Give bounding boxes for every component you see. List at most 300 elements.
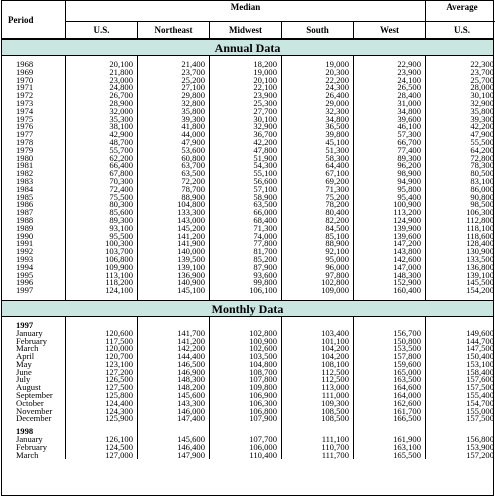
row-value-cell: 72,800	[470, 152, 494, 163]
row-value-cell: 32,000	[66, 108, 138, 116]
row-value-cell: 93,600	[210, 272, 282, 280]
column-header-west: West	[354, 22, 426, 39]
row-value-cell: 146,500	[138, 361, 210, 369]
row-value-cell: 29,000	[282, 100, 354, 108]
row-value-cell: 30,100	[470, 90, 494, 101]
row-value-cell: 156,700	[354, 330, 426, 338]
row-value-cell: 47,900	[470, 129, 494, 140]
row-value-cell: 136,900	[138, 272, 210, 280]
row-value-cell: 102,800	[282, 279, 354, 287]
row-value-cell: 27,100	[138, 84, 210, 92]
row-value-cell: 161,700	[354, 408, 426, 416]
row-period-cell: October	[2, 400, 66, 408]
row-value-cell: 141,200	[138, 233, 210, 241]
row-value-cell: 120,700	[66, 353, 138, 361]
row-value-cell: 97,800	[282, 272, 354, 280]
row-value-cell: 24,800	[66, 84, 138, 92]
row-value-cell: 109,900	[66, 264, 138, 272]
row-value-cell: 72,400	[66, 186, 138, 194]
row-value-cell: 25,300	[210, 100, 282, 108]
row-value-cell: 127,200	[66, 369, 138, 377]
row-value-cell: 150,400	[466, 351, 494, 362]
row-value-cell: 41,800	[138, 123, 210, 131]
row-value-cell: 80,400	[282, 209, 354, 217]
row-value-cell: 108,100	[282, 361, 354, 369]
monthly-data-heading: Monthly Data	[2, 300, 493, 317]
row-value-cell: 106,800	[66, 256, 138, 264]
row-value-cell: 102,600	[210, 345, 282, 353]
row-period-cell: 1995	[2, 272, 66, 280]
row-value-cell: 111,000	[282, 392, 354, 400]
row-period-cell: May	[2, 361, 66, 369]
year-heading: 1997	[2, 322, 66, 330]
row-value-cell: 118,600	[466, 230, 494, 241]
row-period-cell: 1986	[2, 201, 66, 209]
row-value-cell: 123,100	[66, 361, 138, 369]
row-value-cell: 42,200	[210, 139, 282, 147]
row-value-cell: 45,100	[282, 139, 354, 147]
row-value-cell: 148,300	[354, 272, 426, 280]
row-value-cell: 112,500	[282, 369, 354, 377]
row-value-cell: 145,600	[138, 436, 210, 444]
row-value-cell: 95,800	[354, 186, 426, 194]
row-value-cell: 75,500	[66, 194, 138, 202]
row-value-cell: 141,700	[138, 330, 210, 338]
row-value-cell: 34,800	[354, 108, 426, 116]
row-value-cell: 22,300	[470, 59, 494, 69]
row-period-cell: February	[2, 338, 66, 346]
row-value-cell: 165,000	[354, 369, 426, 377]
row-period-cell: 1987	[2, 209, 66, 217]
annual-data-heading: Annual Data	[2, 39, 493, 56]
row-value-cell: 141,200	[138, 338, 210, 346]
monthly-block	[2, 428, 493, 459]
row-value-cell: 80,500	[470, 168, 494, 179]
row-value-cell: 66,700	[354, 139, 426, 147]
row-value-cell: 29,800	[138, 92, 210, 100]
row-value-cell: 152,900	[354, 279, 426, 287]
row-value-cell: 68,400	[210, 217, 282, 225]
row-value-cell: 111,700	[282, 452, 354, 460]
row-value-cell: 90,800	[470, 191, 494, 202]
row-value-cell: 36,500	[282, 123, 354, 131]
row-value-cell: 106,900	[210, 392, 282, 400]
column-header-south: South	[282, 22, 354, 39]
row-value-cell: 140,000	[138, 248, 210, 256]
row-value-cell: 26,400	[282, 92, 354, 100]
row-value-cell: 95,000	[282, 256, 354, 264]
row-value-cell: 100,300	[66, 240, 138, 248]
row-value-cell: 54,300	[210, 162, 282, 170]
row-value-cell: 139,900	[354, 225, 426, 233]
row-value-cell: 44,000	[138, 131, 210, 139]
row-value-cell: 125,900	[66, 415, 138, 423]
row-value-cell: 153,100	[466, 358, 494, 369]
row-value-cell: 28,900	[66, 100, 138, 108]
row-value-cell: 22,200	[282, 77, 354, 85]
row-value-cell: 106,000	[210, 444, 282, 452]
row-value-cell: 147,500	[466, 343, 494, 354]
row-period-cell: 1997	[2, 287, 66, 295]
row-value-cell: 106,800	[210, 408, 282, 416]
row-value-cell: 51,300	[282, 147, 354, 155]
row-value-cell: 25,700	[470, 74, 494, 85]
row-value-cell: 78,200	[282, 201, 354, 209]
row-value-cell: 46,100	[354, 123, 426, 131]
row-value-cell: 63,500	[138, 170, 210, 178]
row-value-cell: 143,300	[138, 400, 210, 408]
row-value-cell: 149,600	[466, 327, 494, 338]
row-period-cell: September	[2, 392, 66, 400]
row-value-cell: 154,700	[466, 397, 494, 408]
row-value-cell: 58,300	[282, 155, 354, 163]
row-value-cell: 88,900	[282, 240, 354, 248]
row-value-cell: 20,300	[282, 69, 354, 77]
row-value-cell: 157,600	[466, 374, 494, 385]
row-value-cell: 150,800	[354, 338, 426, 346]
row-value-cell: 148,200	[138, 384, 210, 392]
row-value-cell: 75,200	[282, 194, 354, 202]
spacer	[2, 295, 493, 300]
row-value-cell: 57,300	[354, 131, 426, 139]
row-period-cell: 1982	[2, 170, 66, 178]
row-value-cell: 38,100	[66, 123, 138, 131]
row-value-cell: 95,500	[66, 233, 138, 241]
row-value-cell: 98,900	[354, 170, 426, 178]
row-value-cell: 108,700	[210, 369, 282, 377]
row-value-cell: 21,800	[66, 69, 138, 77]
row-value-cell: 107,700	[210, 436, 282, 444]
row-value-cell: 117,500	[66, 338, 138, 346]
row-value-cell: 165,500	[354, 452, 426, 460]
row-value-cell: 154,200	[466, 285, 494, 296]
row-value-cell: 159,600	[354, 361, 426, 369]
row-value-cell: 158,400	[466, 366, 494, 377]
row-value-cell: 48,700	[66, 139, 138, 147]
row-value-cell: 78,700	[138, 186, 210, 194]
row-value-cell: 126,100	[66, 436, 138, 444]
row-value-cell: 32,900	[210, 123, 282, 131]
row-value-cell: 94,900	[354, 178, 426, 186]
row-value-cell: 96,000	[282, 264, 354, 272]
row-value-cell: 125,800	[66, 392, 138, 400]
row-period-cell: January	[2, 436, 66, 444]
row-value-cell: 71,300	[282, 186, 354, 194]
column-header-us: U.S.	[66, 22, 138, 39]
row-value-cell: 85,200	[210, 256, 282, 264]
row-value-cell: 85,100	[282, 233, 354, 241]
row-value-cell: 147,000	[354, 264, 426, 272]
row-value-cell: 32,900	[470, 97, 494, 108]
row-value-cell: 157,500	[466, 382, 494, 393]
row-value-cell: 103,700	[66, 248, 138, 256]
row-value-cell: 67,100	[282, 170, 354, 178]
row-value-cell: 124,100	[66, 287, 138, 295]
row-value-cell: 113,000	[282, 384, 354, 392]
row-value-cell: 147,400	[138, 415, 210, 423]
row-value-cell: 55,700	[66, 147, 138, 155]
row-period-cell: July	[2, 376, 66, 384]
row-value-cell: 143,000	[138, 217, 210, 225]
row-value-cell: 100,900	[354, 201, 426, 209]
row-value-cell: 148,300	[138, 376, 210, 384]
row-value-cell: 147,200	[354, 240, 426, 248]
row-period-cell: 1973	[2, 100, 66, 108]
row-value-cell: 145,200	[138, 225, 210, 233]
row-value-cell: 112,800	[466, 214, 494, 225]
row-value-cell: 36,700	[210, 131, 282, 139]
row-value-cell: 147,900	[138, 452, 210, 460]
row-value-cell: 95,400	[354, 194, 426, 202]
row-period-cell: March	[2, 452, 66, 460]
row-value-cell: 144,400	[138, 353, 210, 361]
row-value-cell: 155,400	[466, 390, 494, 401]
row-period-cell: 1990	[2, 233, 66, 241]
row-period-cell: 1979	[2, 147, 66, 155]
column-header-northeast: Northeast	[138, 22, 210, 39]
row-value-cell: 85,600	[66, 209, 138, 217]
row-value-cell: 77,400	[354, 147, 426, 155]
row-value-cell: 108,500	[282, 415, 354, 423]
median-group-header: Median	[66, 1, 426, 22]
row-value-cell: 141,900	[138, 240, 210, 248]
row-value-cell: 139,600	[354, 233, 426, 241]
row-value-cell: 118,100	[466, 222, 494, 233]
row-value-cell: 153,500	[354, 345, 426, 353]
row-value-cell: 118,200	[66, 279, 138, 287]
row-value-cell: 23,000	[66, 77, 138, 85]
row-value-cell: 53,600	[138, 147, 210, 155]
row-value-cell: 136,800	[466, 261, 494, 272]
row-value-cell: 145,100	[138, 287, 210, 295]
row-value-cell: 83,100	[470, 175, 494, 186]
row-value-cell: 143,800	[354, 248, 426, 256]
row-value-cell: 31,000	[354, 100, 426, 108]
row-value-cell: 55,500	[470, 136, 494, 147]
row-value-cell: 100,900	[210, 338, 282, 346]
row-value-cell: 101,100	[282, 338, 354, 346]
row-value-cell: 74,000	[210, 233, 282, 241]
row-value-cell: 109,300	[282, 400, 354, 408]
row-value-cell: 66,000	[210, 209, 282, 217]
row-value-cell: 164,000	[354, 392, 426, 400]
row-value-cell: 47,800	[210, 147, 282, 155]
row-value-cell: 58,900	[210, 194, 282, 202]
column-header-midwest: Midwest	[210, 22, 282, 39]
row-value-cell: 32,300	[282, 108, 354, 116]
row-value-cell: 153,900	[466, 441, 494, 452]
row-value-cell: 72,200	[138, 178, 210, 186]
row-value-cell: 39,300	[470, 113, 494, 124]
row-value-cell: 142,600	[354, 256, 426, 264]
row-value-cell: 120,000	[66, 345, 138, 353]
year-heading: 1998	[2, 428, 66, 436]
row-period-cell: 1988	[2, 217, 66, 225]
row-value-cell: 109,800	[210, 384, 282, 392]
row-value-cell: 127,000	[66, 452, 138, 460]
row-value-cell: 23,700	[470, 66, 494, 77]
row-value-cell: 63,500	[210, 201, 282, 209]
row-value-cell: 139,100	[138, 264, 210, 272]
row-period-cell: 1983	[2, 178, 66, 186]
row-value-cell: 35,800	[138, 108, 210, 116]
row-period-cell: 1980	[2, 155, 66, 163]
row-period-cell: 1968	[2, 61, 66, 69]
average-group-header: Average	[426, 1, 495, 22]
row-value-cell: 22,100	[210, 84, 282, 92]
row-value-cell: 92,100	[282, 248, 354, 256]
row-value-cell: 106,300	[210, 400, 282, 408]
row-value-cell: 164,600	[354, 384, 426, 392]
row-value-cell: 145,500	[466, 277, 494, 288]
row-value-cell: 32,800	[138, 100, 210, 108]
row-value-cell: 146,900	[138, 369, 210, 377]
row-value-cell: 26,500	[354, 84, 426, 92]
row-value-cell: 56,600	[210, 178, 282, 186]
row-value-cell: 146,000	[138, 408, 210, 416]
row-period-cell: August	[2, 384, 66, 392]
row-value-cell: 64,400	[282, 162, 354, 170]
row-value-cell: 163,100	[354, 444, 426, 452]
row-value-cell: 57,100	[210, 186, 282, 194]
row-value-cell: 20,100	[66, 61, 138, 69]
row-value-cell: 18,200	[210, 61, 282, 69]
row-value-cell: 86,000	[470, 183, 494, 194]
row-value-cell: 96,200	[354, 162, 426, 170]
row-value-cell: 127,500	[66, 384, 138, 392]
row-period-cell: 1971	[2, 84, 66, 92]
row-value-cell: 157,500	[466, 413, 494, 424]
row-value-cell: 77,800	[210, 240, 282, 248]
row-value-cell: 87,900	[210, 264, 282, 272]
row-value-cell: 24,300	[282, 84, 354, 92]
row-period-cell: 1991	[2, 240, 66, 248]
row-value-cell: 24,100	[354, 77, 426, 85]
table-header	[2, 1, 493, 39]
row-period-cell: 1989	[2, 225, 66, 233]
row-value-cell: 81,700	[210, 248, 282, 256]
row-value-cell: 160,400	[354, 287, 426, 295]
row-value-cell: 124,500	[66, 444, 138, 452]
row-value-cell: 69,200	[282, 178, 354, 186]
row-period-cell: 1970	[2, 77, 66, 85]
row-value-cell: 20,100	[210, 77, 282, 85]
row-period-cell: 1978	[2, 139, 66, 147]
row-value-cell: 104,800	[210, 361, 282, 369]
row-value-cell: 28,000	[470, 82, 494, 93]
row-value-cell: 163,500	[354, 376, 426, 384]
row-value-cell: 19,000	[210, 69, 282, 77]
row-value-cell: 113,100	[66, 272, 138, 280]
row-value-cell: 66,400	[66, 162, 138, 170]
row-value-cell: 22,900	[354, 61, 426, 69]
row-period-cell: December	[2, 415, 66, 423]
row-value-cell: 133,300	[138, 209, 210, 217]
row-value-cell: 139,100	[466, 269, 494, 280]
row-value-cell: 104,200	[282, 353, 354, 361]
row-value-cell: 35,300	[66, 116, 138, 124]
row-value-cell: 39,800	[282, 131, 354, 139]
price-table	[1, 0, 494, 496]
row-value-cell: 27,700	[210, 108, 282, 116]
row-period-cell: 1972	[2, 92, 66, 100]
row-period-cell: 1974	[2, 108, 66, 116]
row-value-cell: 93,100	[66, 225, 138, 233]
row-period-cell: 1977	[2, 131, 66, 139]
monthly-data-rows	[2, 317, 493, 460]
row-period-cell: 1996	[2, 279, 66, 287]
row-value-cell: 47,900	[138, 139, 210, 147]
monthly-block	[2, 319, 494, 424]
row-value-cell: 155,000	[466, 405, 494, 416]
row-value-cell: 106,100	[210, 287, 282, 295]
row-period-cell: 1975	[2, 116, 66, 124]
row-value-cell: 111,100	[282, 436, 354, 444]
row-period-cell: June	[2, 369, 66, 377]
row-value-cell: 23,700	[138, 69, 210, 77]
row-value-cell: 39,600	[354, 116, 426, 124]
row-value-cell: 21,400	[138, 61, 210, 69]
row-period-cell: 1976	[2, 123, 66, 131]
row-value-cell: 23,900	[354, 69, 426, 77]
row-period-cell: November	[2, 408, 66, 416]
row-value-cell: 34,800	[282, 116, 354, 124]
row-value-cell: 51,900	[210, 155, 282, 163]
row-period-cell: April	[2, 353, 66, 361]
row-value-cell: 67,800	[66, 170, 138, 178]
row-period-cell: March	[2, 345, 66, 353]
row-value-cell: 42,200	[470, 121, 494, 132]
row-value-cell: 19,000	[282, 61, 354, 69]
row-value-cell: 71,300	[210, 225, 282, 233]
row-period-cell: 1994	[2, 264, 66, 272]
row-value-cell: 39,300	[138, 116, 210, 124]
row-value-cell: 157,800	[354, 353, 426, 361]
row-value-cell: 98,500	[470, 199, 494, 210]
row-value-cell: 80,300	[66, 201, 138, 209]
row-value-cell: 133,500	[466, 253, 494, 264]
row-value-cell: 63,700	[138, 162, 210, 170]
row-value-cell: 42,900	[66, 131, 138, 139]
row-value-cell: 78,300	[470, 160, 494, 171]
row-value-cell: 88,900	[138, 194, 210, 202]
row-value-cell: 124,400	[66, 400, 138, 408]
row-value-cell: 161,900	[354, 436, 426, 444]
row-period-cell: 1992	[2, 248, 66, 256]
row-value-cell: 166,500	[354, 415, 426, 423]
row-value-cell: 124,300	[66, 408, 138, 416]
row-value-cell: 110,700	[282, 444, 354, 452]
row-value-cell: 103,400	[282, 330, 354, 338]
annual-data-rows	[2, 61, 493, 295]
row-value-cell: 113,200	[354, 209, 426, 217]
row-value-cell: 124,900	[354, 217, 426, 225]
row-value-cell: 126,500	[66, 376, 138, 384]
row-value-cell: 156,800	[466, 434, 494, 445]
row-period-cell: January	[2, 330, 66, 338]
row-value-cell: 110,400	[210, 452, 282, 460]
row-value-cell: 128,400	[466, 238, 494, 249]
row-value-cell: 89,300	[66, 217, 138, 225]
row-value-cell: 142,200	[138, 345, 210, 353]
row-value-cell: 60,800	[138, 155, 210, 163]
row-value-cell: 104,200	[282, 345, 354, 353]
row-value-cell: 84,500	[282, 225, 354, 233]
row-value-cell: 104,800	[138, 201, 210, 209]
row-value-cell: 130,900	[466, 246, 494, 257]
row-value-cell: 30,100	[210, 116, 282, 124]
row-value-cell: 26,700	[66, 92, 138, 100]
